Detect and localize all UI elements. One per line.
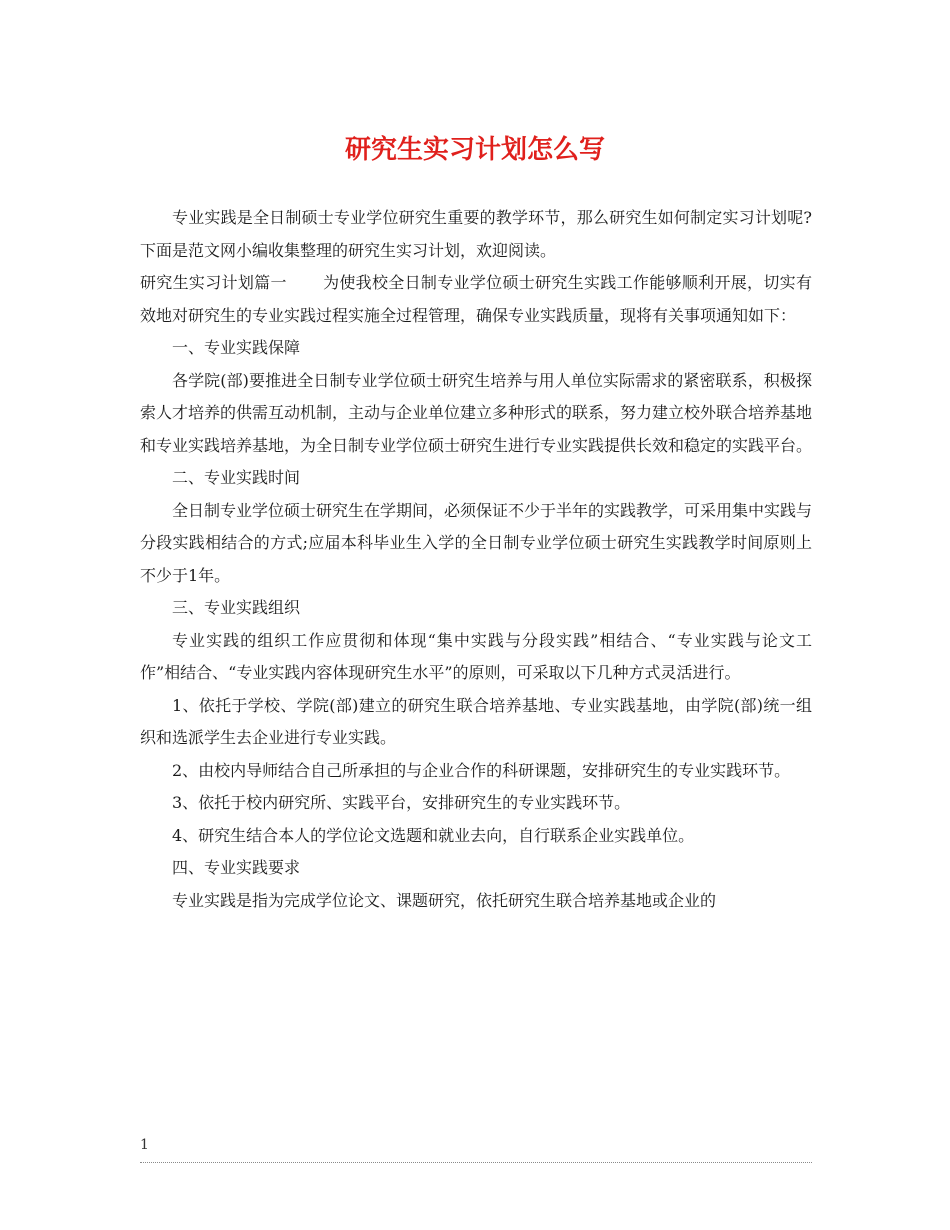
heading-guarantee: 一、专业实践保障	[172, 338, 301, 357]
document-title: 研究生实习计划怎么写	[344, 135, 605, 165]
list-item-4: 4、研究生结合本人的学位论文选题和就业去向，自行联系企业实践单位。	[172, 825, 695, 845]
heading-requirements: 四、专业实践要求	[172, 858, 301, 877]
section-paragraph	[140, 267, 812, 332]
heading-organization: 三、专业实践组织	[172, 598, 301, 617]
document-body	[140, 202, 812, 917]
paragraph-guarantee: 各学院(部)要推进全日制专业学位硕士研究生培养与用人单位实际需求的紧密联系，积极探索人才培养的供需互动机制，主动与企业单位建立多种形式的联系，努力建立校外联合培养基地和专业实践培养基地，为全日制专业学位硕士研究生进行专业实践提供长效和稳定的实践平台。	[140, 370, 813, 455]
heading-time: 二、专业实践时间	[172, 468, 301, 487]
intro-paragraph: 专业实践是全日制硕士专业学位研究生重要的教学环节，那么研究生如何制定实习计划呢?下面是范文网小编收集整理的研究生实习计划，欢迎阅读。	[140, 208, 812, 260]
list-item-3: 3、依托于校内研究所、实践平台，安排研究生的专业实践环节。	[172, 793, 631, 812]
section-label: 研究生实习计划篇一	[140, 273, 287, 292]
paragraph-requirements: 专业实践是指为完成学位论文、课题研究，依托研究生联合培养基地或企业的	[172, 890, 717, 910]
page-number: 1	[140, 1137, 149, 1153]
footer-divider	[140, 1162, 812, 1163]
list-item-1: 1、依托于学校、学院(部)建立的研究生联合培养基地、专业实践基地，由学院(部)统一组织和选派学生去企业进行专业实践。	[140, 695, 812, 747]
paragraph-organization: 专业实践的组织工作应贯彻和体现“集中实践与分段实践”相结合、“专业实践与论文工作”相结合、“专业实践内容体现研究生水平”的原则，可采取以下几种方式灵活进行。	[140, 630, 812, 682]
list-item-2: 2、由校内导师结合自己所承担的与企业合作的科研课题，安排研究生的专业实践环节。	[172, 760, 791, 780]
paragraph-time: 全日制专业学位硕士研究生在学期间，必须保证不少于半年的实践教学，可采用集中实践与分段实践相结合的方式;应届本科毕业生入学的全日制专业学位硕士研究生实践教学时间原则上不少于1年。	[140, 500, 813, 585]
section-text: 为使我校全日制专业学位硕士研究生实践工作能够顺利开展，切实有效地对研究生的专业实践过程实施全过程管理，确保专业实践质量，现将有关事项通知如下：	[140, 273, 812, 325]
